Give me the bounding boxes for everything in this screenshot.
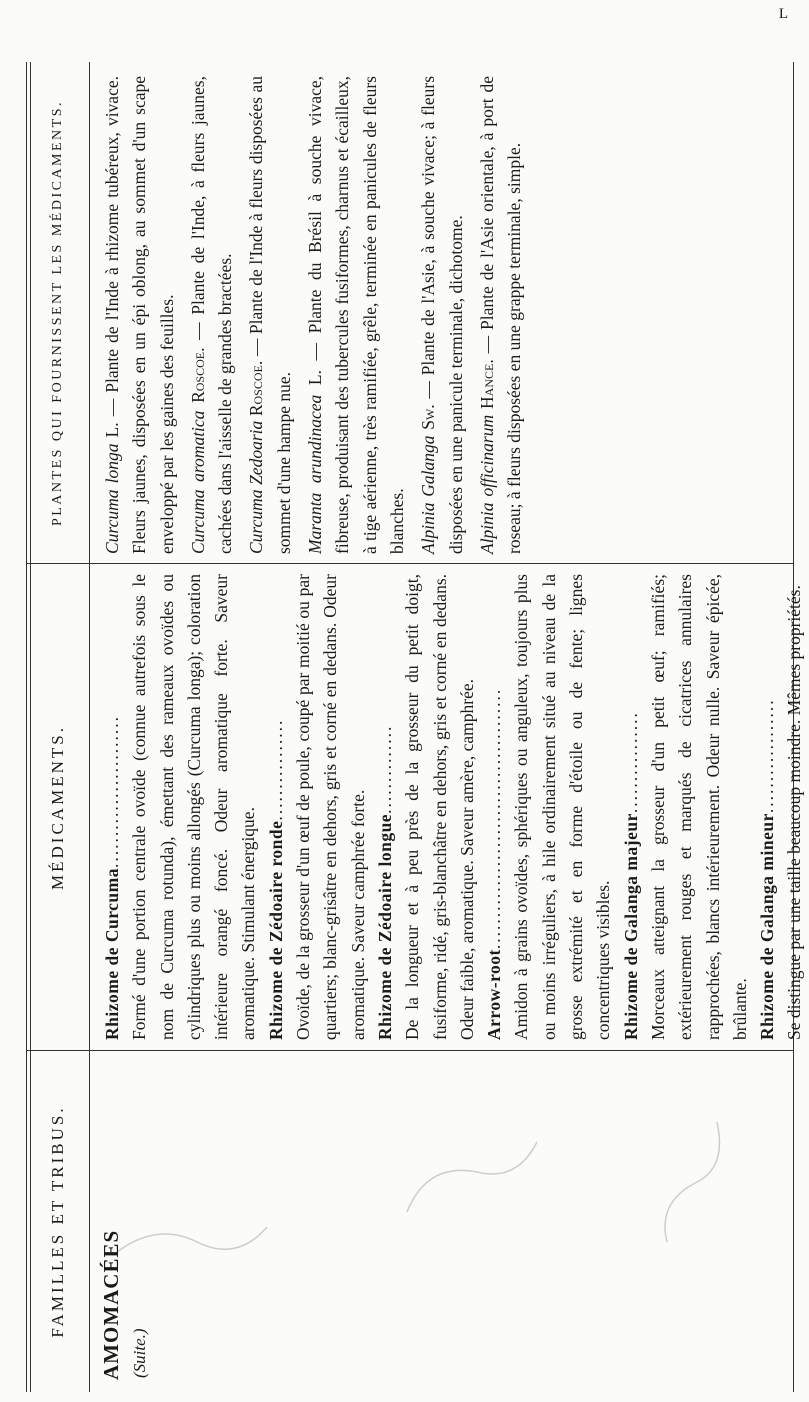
plant-entry xyxy=(415,76,470,554)
header-medicaments: MÉDICAMENTS. xyxy=(27,564,90,1051)
page-letter: L xyxy=(778,6,788,22)
medicament-description: Ovoïde, de la grosseur d'un œuf de poule, coupé par moitié ou par quartiers; blanc-grisâtre en dehors, gris et corné en dedans. Odeur aromatique. Saveur camphrée forte. xyxy=(293,574,368,1040)
medicament-entry xyxy=(481,574,617,1040)
medicament-description: Morceaux atteignant la grosseur d'un petit œuf; ramifiés; extérieurement rouges et marqués de cicatrices annulaires rapprochées, blancs intérieurement. Odeur nulle. Saveur épicée, brûlante. xyxy=(647,574,750,1040)
family-suite: (Suite.) xyxy=(130,1328,149,1378)
medicament-entry xyxy=(263,574,372,1040)
leader-dots: ........................ xyxy=(102,715,122,868)
plant-author: Roscoe. xyxy=(187,347,208,403)
header-families: FAMILLES ET TRIBUS. xyxy=(27,1051,90,1392)
plant-description: — Plante du Brésil à souche vivace, fibreuse, produisant des tubercules fusiformes, charnus et écailleux, à tige aérienne, très ramifiée, grêle, terminée en panicules de fleurs blanches. xyxy=(305,75,407,554)
family-name: AMOMACÉES xyxy=(99,1229,123,1380)
plant-species: Alpinia officinarum xyxy=(476,414,497,554)
leader-dots: ......................................... xyxy=(484,687,505,950)
plant-species: Curcuma Zedoaria xyxy=(246,420,267,554)
leader-dots: ................ xyxy=(265,718,286,821)
medicament-description: Se distingue par une taille beaucoup moindre. Mêmes propriétés. xyxy=(784,585,805,1040)
header-plants: PLANTES QUI FOURNISSENT LES MÉDICAMENTS. xyxy=(27,62,90,564)
plant-species: Curcuma longa xyxy=(102,443,122,554)
ink-stains xyxy=(107,1092,767,1272)
column-divider-1 xyxy=(27,1050,793,1051)
medicament-name: Rhizome de Zédoaire ronde xyxy=(265,820,286,1040)
plant-author: L. xyxy=(102,422,122,438)
plant-entry xyxy=(185,76,240,554)
plant-description: — Plante de l'Asie, à souche vivace; à fleurs disposées en une panicule terminale, dichotome. xyxy=(418,75,466,554)
plant-species: Alpinia Galanga xyxy=(418,435,439,554)
plant-description: — Plante de l'Inde, à fleurs jaunes, cachées dans l'aisselle de grandes bractées. xyxy=(187,76,236,554)
plant-entry xyxy=(474,76,529,554)
table-frame xyxy=(26,62,805,1392)
medicament-name: Rhizome de Zédoaire longue xyxy=(374,813,395,1040)
plant-author: Hance. xyxy=(476,359,497,409)
leader-dots: .................. xyxy=(757,698,778,814)
plant-entry xyxy=(99,76,181,554)
medicament-entry xyxy=(372,574,481,1040)
leader-dots: .............. xyxy=(374,724,395,814)
plant-species: Curcuma aromatica xyxy=(187,410,208,554)
plant-author: L. xyxy=(305,370,326,386)
medicament-description: Formé d'une portion centrale ovoïde (connue autrefois sous le nom de Curcuma rotunda), émettant des rameaux ovoïdes ou cylindriques plus ou moins allongés (Curcuma longa); coloration intérieure orangé foncé. Odeur aromatique forte. Saveur aromatique. Stimulant énergique. xyxy=(129,574,259,1040)
plant-description: — Plante de l'Inde à fleurs disposées au sommet d'une hampe nue. xyxy=(246,75,294,554)
medicament-description: De la longueur et à peu près de la grosseur du petit doigt, fusiforme, ridé, gris-blanchâtre en dehors, gris et corné en dedans. Odeur faible, aromatique. Saveur amère, camphrée. xyxy=(402,574,477,1040)
plant-author: Sw. xyxy=(418,404,439,430)
medicament-name: Rhizome de Curcuma xyxy=(102,868,122,1040)
plant-description: — Plante de l'Asie orientale, à port de roseau; à fleurs disposées en une grappe terminale, simple. xyxy=(476,76,525,554)
medicament-name: Rhizome de Galanga majeur xyxy=(620,813,641,1040)
medicaments-cell xyxy=(99,574,809,1040)
medicament-description: Amidon à grains ovoïdes, sphériques ou anguleux, toujours plus ou moins irréguliers, à hile ordinairement situé au niveau de la grosse extrémité et en forme d'étoile ou de fente; lignes concentriques visibles. xyxy=(511,574,614,1040)
plant-description: — Plante de l'Inde à rhizome tubéreux, vivace. Fleurs jaunes, disposées en un épi oblong, au sommet d'un scape enveloppé par les gaines des feuilles. xyxy=(102,76,177,554)
plants-cell xyxy=(99,76,532,554)
plant-entry xyxy=(243,76,298,554)
medicament-name: Arrow-root xyxy=(484,949,505,1040)
family-cell xyxy=(99,1060,150,1380)
leader-dots: ................ xyxy=(620,711,641,814)
medicament-entry xyxy=(754,574,809,1040)
plant-author: Roscoe. xyxy=(246,360,267,417)
plant-entry xyxy=(302,76,411,554)
medicament-entry xyxy=(618,574,754,1040)
medicament-name: Rhizome de Galanga mineur xyxy=(757,813,778,1040)
medicament-entry xyxy=(99,574,263,1040)
column-divider-2 xyxy=(27,563,793,564)
plant-species: Maranta arundinacea xyxy=(305,394,326,554)
